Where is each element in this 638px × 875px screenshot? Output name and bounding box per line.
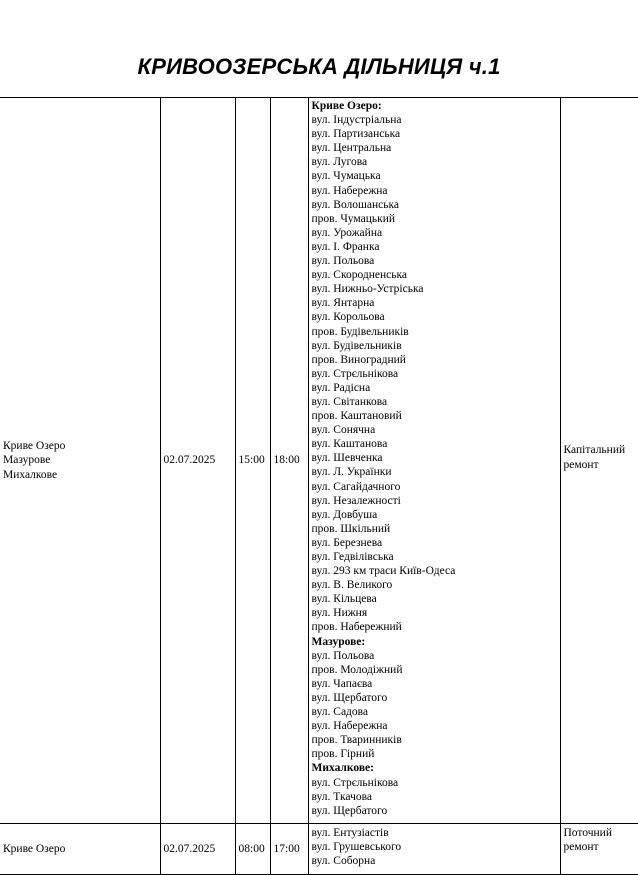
street-item: вул. Польова <box>311 649 375 662</box>
street-item: пров. Будівельників <box>311 325 409 338</box>
street-item: пров. Шкільний <box>311 522 391 535</box>
street-item: вул. Кільцева <box>311 593 377 606</box>
date-cell: 02.07.2025 <box>160 98 235 824</box>
street-item: вул. Будівельників <box>311 339 402 352</box>
work-type-text: ремонт <box>563 459 599 471</box>
settlement-header: Криве Озеро: <box>311 100 382 112</box>
end-time-cell: 17:00 <box>270 824 308 875</box>
street-item: вул. Стрєльнікова <box>311 367 399 380</box>
street-item: вул. Сагайдачного <box>311 480 401 493</box>
street-item: пров. Тваринників <box>311 734 402 747</box>
street-item: вул. Корольова <box>311 311 385 324</box>
street-item: вул. Урожайна <box>311 226 383 239</box>
street-item: вул. Лугова <box>311 156 368 169</box>
street-item: вул. Нижньо-Устріська <box>311 283 424 296</box>
settlement-header: Мазурове: <box>311 635 366 648</box>
end-time-cell: 18:00 <box>270 98 308 824</box>
street-item: вул. Волошанська <box>311 198 400 211</box>
street-item: вул. Незалежності <box>311 494 401 507</box>
street-item: вул. Центральна <box>311 142 392 155</box>
street-item: вул. Щербатого <box>311 804 388 817</box>
street-item: вул. Л. Українки <box>311 466 392 479</box>
street-item: вул. Щербатого <box>311 691 388 704</box>
street-item: пров. Каштановий <box>311 410 402 423</box>
settlement-header: Михалкове: <box>311 762 374 775</box>
street-item: вул. Нижня <box>311 607 368 620</box>
street-item: вул. Стрєльнікова <box>311 776 399 789</box>
street-item: вул. Грушевського <box>311 841 402 854</box>
street-item: вул. 293 км траси Київ-Одеса <box>311 565 456 578</box>
street-item: пров. Молодіжний <box>311 663 403 676</box>
street-item: вул. Садова <box>311 706 369 719</box>
work-type-text: Поточний <box>563 827 612 839</box>
street-item: вул. Соборна <box>311 855 376 868</box>
street-item: вул. Набережна <box>311 720 388 733</box>
street-item: вул. Польова <box>311 255 375 268</box>
street-item: вул. Скородненська <box>311 269 407 282</box>
streets-cell <box>308 824 560 875</box>
street-item: вул. Шевченка <box>311 452 383 465</box>
settlement-name: Мазурове <box>3 454 51 467</box>
outage-schedule-table <box>0 97 638 875</box>
table-row <box>0 824 638 875</box>
start-time-cell: 08:00 <box>235 824 270 875</box>
work-type-cell <box>560 824 638 875</box>
street-item: вул. Ентузіастів <box>311 827 389 839</box>
streets-cell <box>308 98 560 824</box>
settlements-cell <box>0 98 160 824</box>
street-item: вул. Ткачова <box>311 790 372 803</box>
date-cell: 02.07.2025 <box>160 824 235 875</box>
street-item: вул. Партизанська <box>311 128 401 141</box>
settlements-cell <box>0 824 160 875</box>
street-item: пров. Чумацький <box>311 212 396 225</box>
street-item: вул. Гедвілівська <box>311 551 394 563</box>
street-item: вул. Світанкова <box>311 395 388 408</box>
street-item: вул. Чумацька <box>311 170 381 183</box>
work-type-text: ремонт <box>563 841 599 853</box>
street-item: пров. Набережний <box>311 621 402 634</box>
street-item: пров. Гірний <box>311 748 375 761</box>
street-item: вул. Каштанова <box>311 438 388 451</box>
work-type-cell <box>560 98 638 824</box>
street-item: вул. Індустріальна <box>311 114 402 127</box>
street-item: вул. Радісна <box>311 381 371 394</box>
table-row <box>0 98 638 824</box>
street-item: вул. Сонячна <box>311 424 376 437</box>
settlement-name: Криве Озеро <box>3 440 66 453</box>
street-item: пров. Виноградний <box>311 353 406 366</box>
street-item: вул. Набережна <box>311 184 388 197</box>
street-item: вул. І. Франка <box>311 240 380 253</box>
settlement-name: Криве Озеро <box>3 842 66 855</box>
street-item: вул. Довбуша <box>311 508 378 521</box>
work-type-text: Капітальний <box>563 444 626 456</box>
street-item: вул. Чапаєва <box>311 677 373 690</box>
street-item: вул. В. Великого <box>311 579 393 592</box>
page-title: КРИВООЗЕРСЬКА ДІЛЬНИЦЯ ч.1 <box>137 54 501 79</box>
street-item: вул. Янтарна <box>311 297 375 310</box>
street-item: вул. Березнева <box>311 536 383 549</box>
start-time-cell: 15:00 <box>235 98 270 824</box>
settlement-name: Михалкове <box>3 468 58 481</box>
